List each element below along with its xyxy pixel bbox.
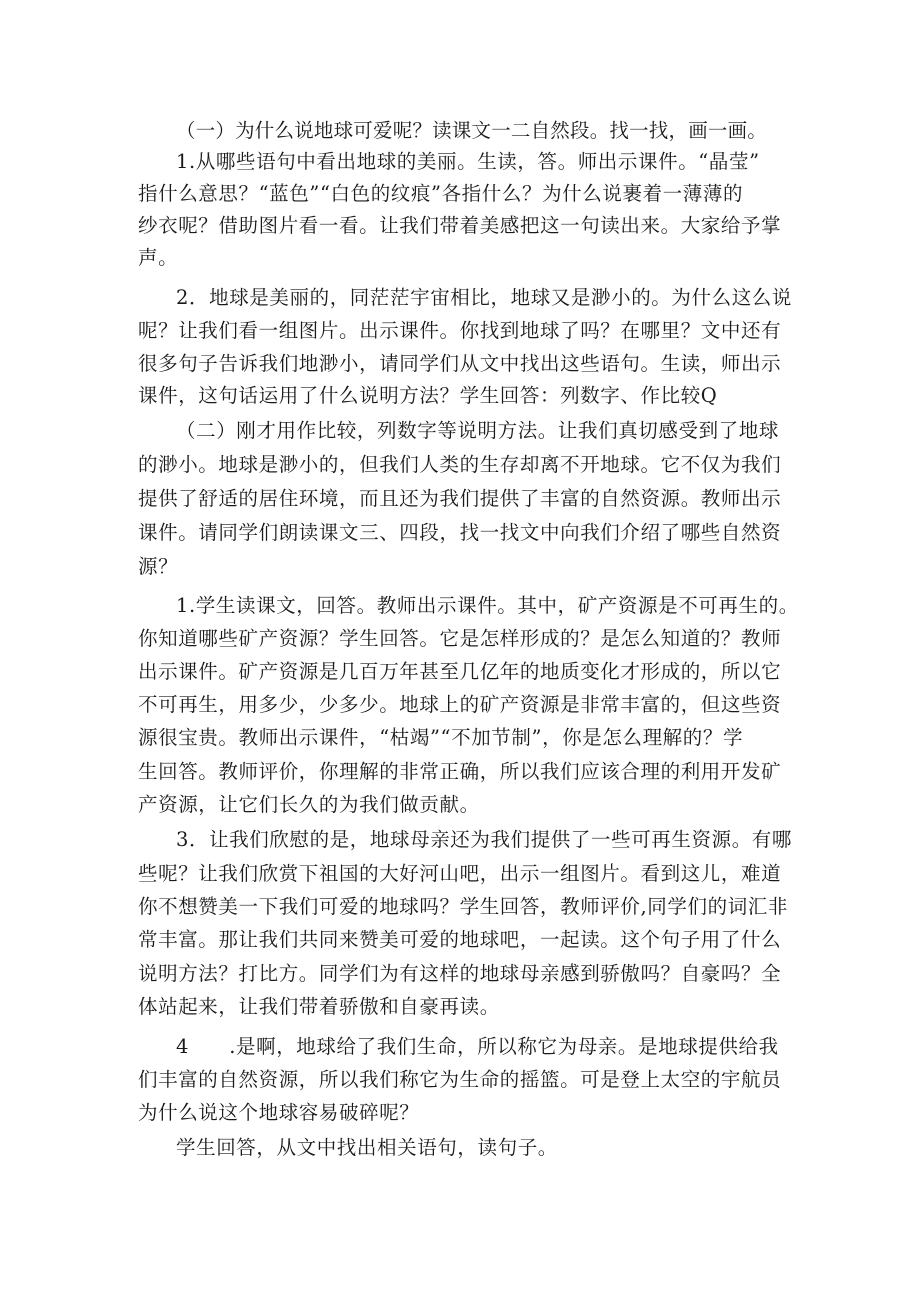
paragraph-line: 生回答。教师评价，你理解的非常正确，所以我们应该合理的利用开发矿	[138, 760, 782, 783]
paragraph-line: 1.从哪些语句中看出地球的美丽。生读，答。师出示课件。“晶莹”	[176, 150, 760, 173]
paragraph-line: 产资源，让它们长久的为我们做贡献。	[138, 793, 480, 816]
paragraph-line: 课件，这句话运用了什么说明方法？学生回答：列数字、作比较Q	[138, 384, 718, 407]
paragraph-line: 很多句子告诉我们地渺小，请同学们从文中找出这些语句。生读，师出示	[138, 352, 782, 375]
paragraph-line: 们丰富的自然资源，所以我们称它为生命的摇篮。可是登上太空的宇航员	[138, 1068, 782, 1091]
paragraph-line: 为什么说这个地球容易破碎呢？	[138, 1101, 420, 1124]
paragraph-line: 体站起来，让我们带着骄傲和自豪再读。	[138, 995, 500, 1018]
paragraph-line: 学生回答，从文中找出相关语句，读句子。	[176, 1136, 558, 1159]
paragraph-line: 声。	[138, 246, 179, 269]
paragraph-line: 呢？让我们看一组图片。出示课件。你找到地球了吗？在哪里？文中还有	[138, 319, 782, 342]
paragraph-line: （二）刚才用作比较，列数字等说明方法。让我们真切感受到了地球	[176, 419, 780, 442]
paragraph-line: 出示课件。矿产资源是几百万年甚至几亿年的地质变化才形成的，所以它	[138, 660, 782, 683]
paragraph-line: 纱衣呢？借助图片看一看。让我们带着美感把这一句读出来。大家给予掌	[138, 214, 782, 237]
paragraph-line: 源？	[138, 555, 179, 578]
paragraph-line: 你不想赞美一下我们可爱的地球吗？学生回答，教师评价,同学们的词汇非	[138, 895, 788, 918]
paragraph-line: 1.学生读课文，回答。教师出示课件。其中，矿产资源是不可再生的。	[176, 594, 799, 617]
paragraph-line: 不可再生，用多少，少多少。地球上的矿产资源是非常丰富的，但这些资	[138, 693, 782, 716]
paragraph-line: 3．让我们欣慰的是，地球母亲还为我们提供了一些可再生资源。有哪	[176, 828, 793, 851]
paragraph-line: 课件。请同学们朗读课文三、四段，找一找文中向我们介绍了哪些自然资	[138, 521, 782, 544]
paragraph-line: 4 .是啊，地球给了我们生命，所以称它为母亲。是地球提供给我	[176, 1035, 779, 1058]
paragraph-line: 些呢？让我们欣赏下祖国的大好河山吧，出示一组图片。看到这儿，难道	[138, 862, 782, 885]
paragraph-line: 源很宝贵。教师出示课件，“枯竭”“不加节制”，你是怎么理解的？学	[138, 726, 744, 749]
paragraph-line: 说明方法？打比方。同学们为有这样的地球母亲感到骄傲吗？自豪吗？全	[138, 962, 782, 985]
paragraph-line: 提供了舒适的居住环境，而且还为我们提供了丰富的自然资源。教师出示	[138, 487, 782, 510]
paragraph-line: 2．地球是美丽的，同茫茫宇宙相比，地球又是渺小的。为什么这么说	[176, 286, 793, 309]
paragraph-line: （一）为什么说地球可爱呢？读课文一二自然段。找一找，画一画。	[176, 119, 768, 142]
paragraph-line: 常丰富。那让我们共同来赞美可爱的地球吧，一起读。这个句子用了什么	[138, 928, 782, 951]
paragraph-line: 你知道哪些矿产资源？学生回答。它是怎样形成的？是怎么知道的？教师	[138, 627, 782, 650]
paragraph-line: 指什么意思？“蓝色”“白色的纹痕”各指什么？为什么说裹着一薄薄的	[138, 182, 744, 205]
paragraph-line: 的渺小。地球是渺小的，但我们人类的生存却离不开地球。它不仅为我们	[138, 453, 782, 476]
